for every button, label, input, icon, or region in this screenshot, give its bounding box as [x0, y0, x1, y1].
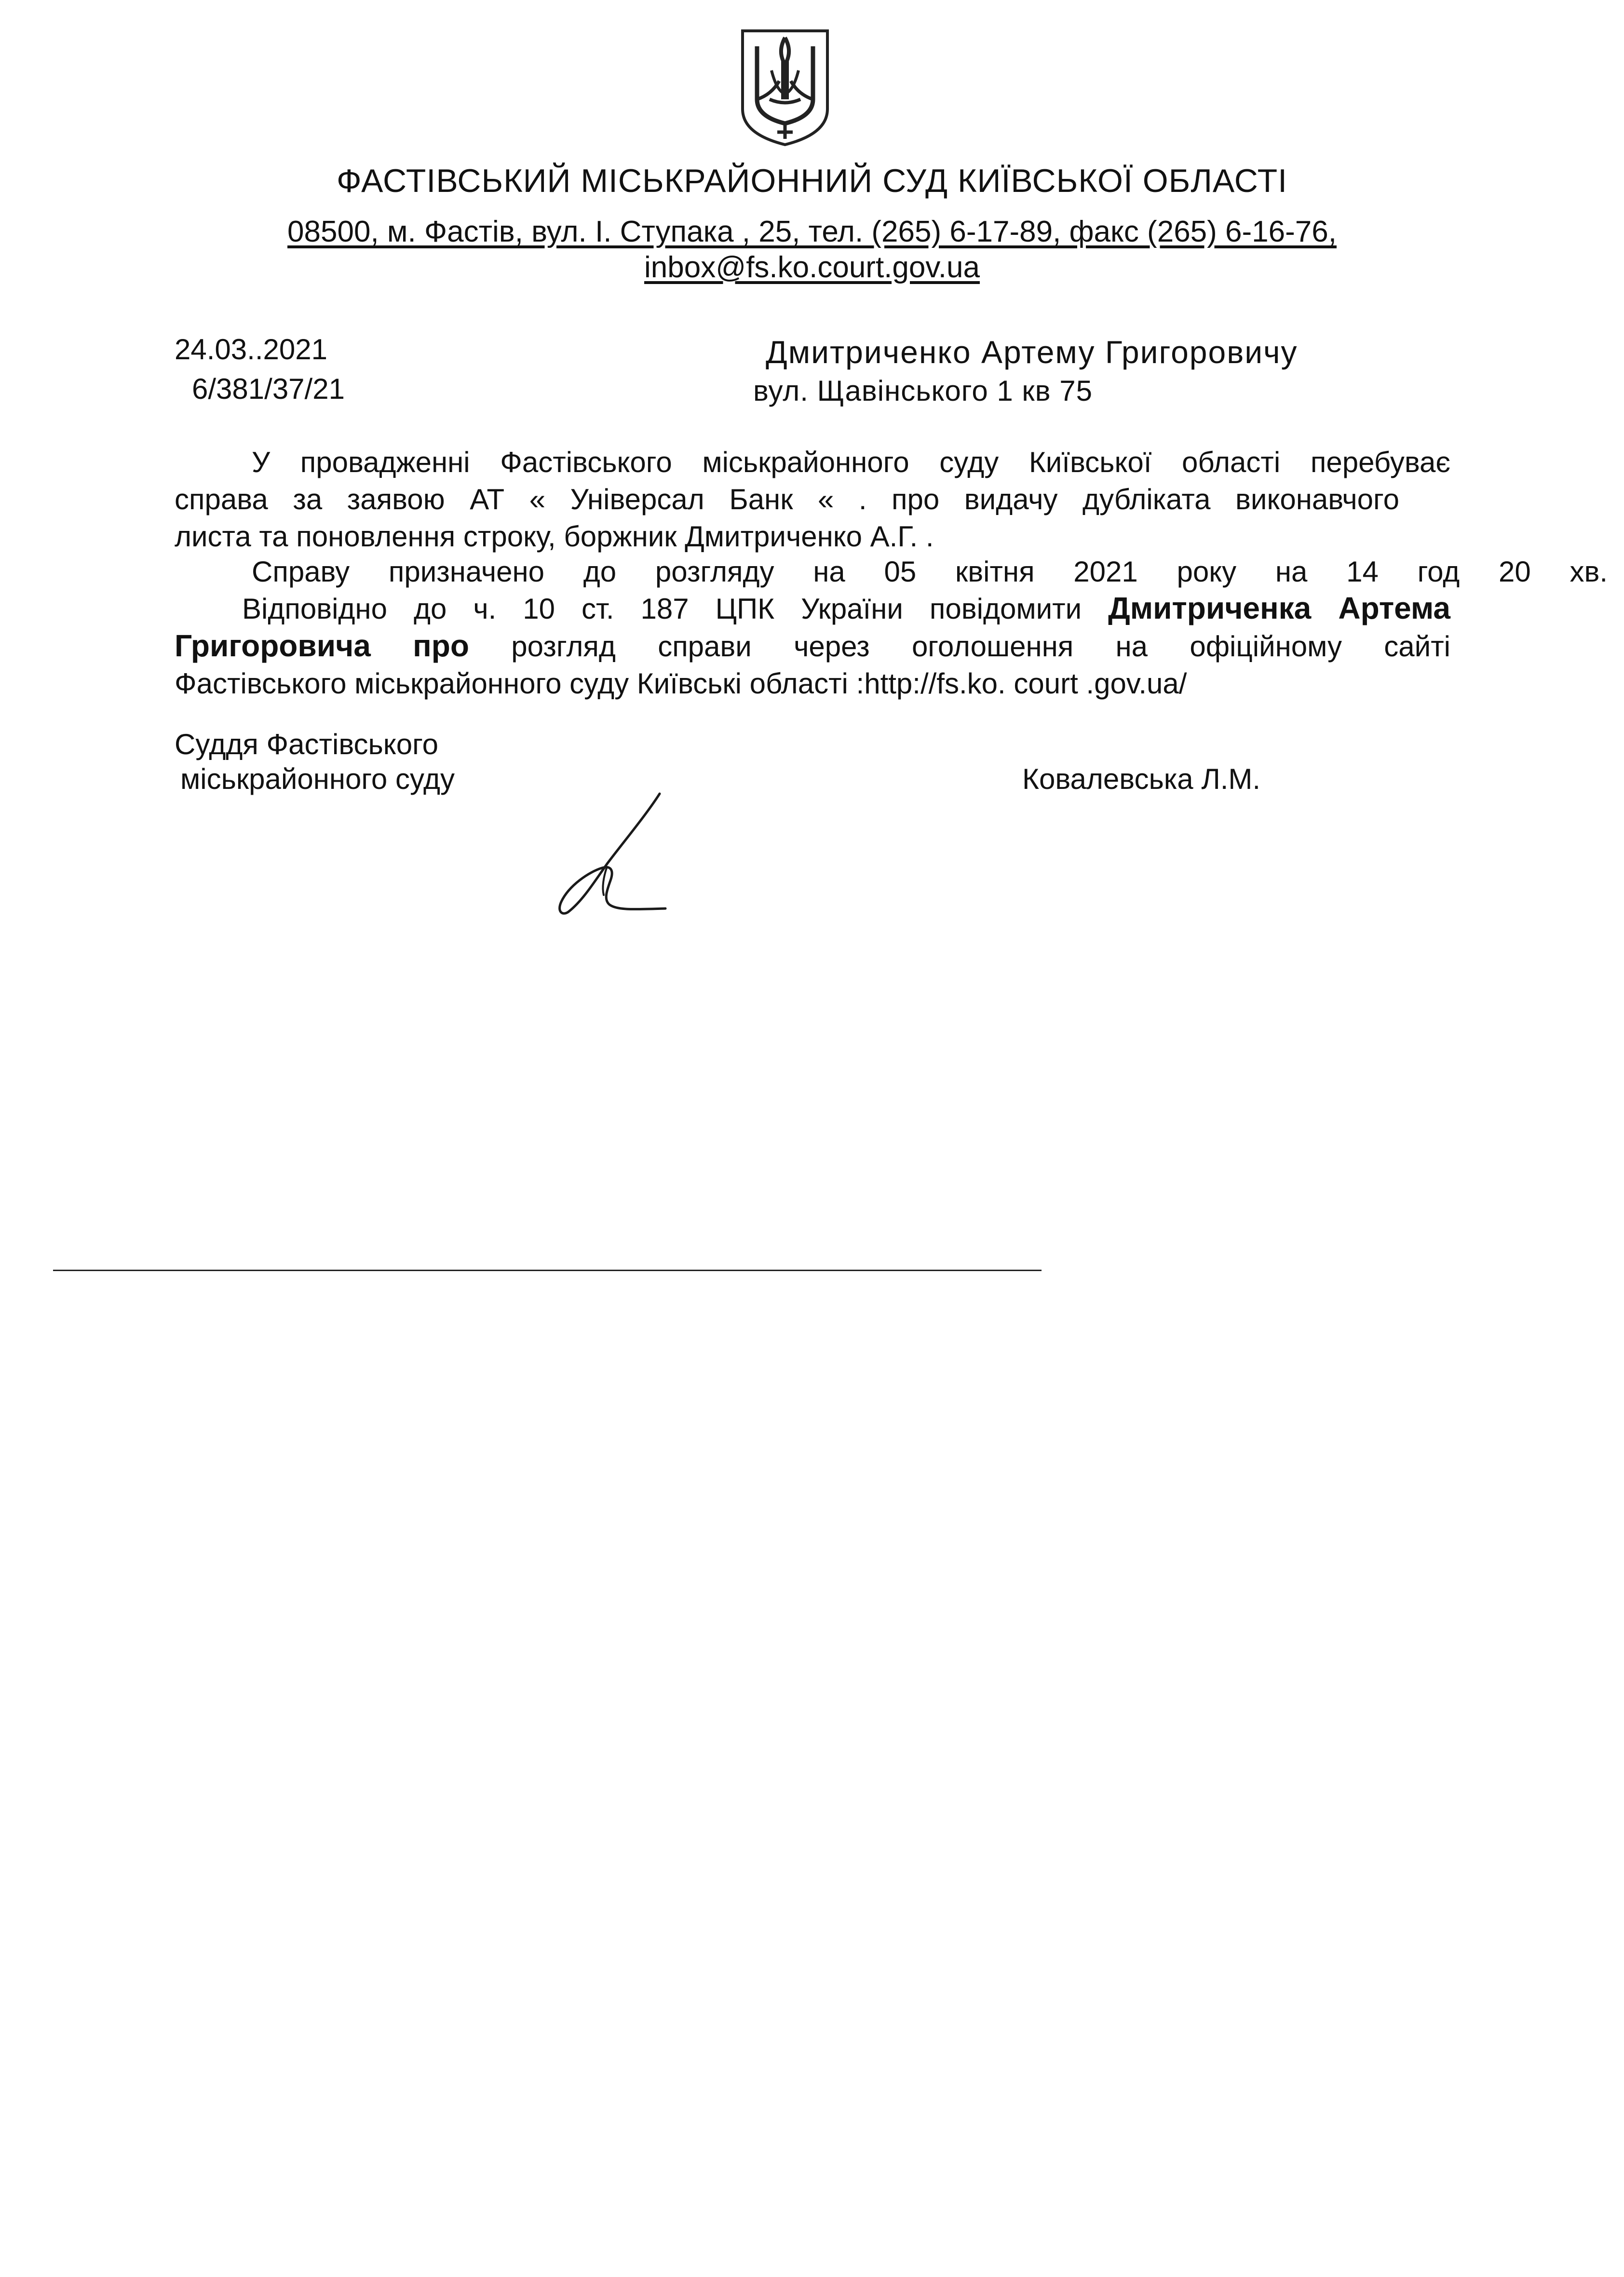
reference-number: 6/381/37/21 [192, 373, 345, 405]
court-address [0, 214, 1624, 285]
paragraph-notification [175, 590, 1450, 702]
recipient-name: Дмитриченко Артему Григоровичу [766, 334, 1298, 370]
handwritten-signature [550, 786, 685, 926]
court-website-line: Фастівського міськрайонного суду Київські області :http://fs.ko. court .gov.ua/ [175, 667, 1187, 700]
horizontal-rule [53, 1270, 1042, 1271]
court-name: ФАСТІВСЬКИЙ МІСЬКРАЙОННИЙ СУД КИЇВСЬКОЇ ОБЛАСТІ [336, 163, 1288, 199]
coat-of-arms-icon [738, 27, 832, 147]
letter-date: 24.03..2021 [175, 333, 327, 366]
debtor-name-bold: Дмитриченка Артема [1108, 591, 1450, 625]
judge-title-line: міськрайонного суду [180, 763, 455, 795]
court-address-line: 08500, м. Фастів, вул. І. Ступака , 25, тел. (265) 6-17-89, факс (265) 6-16-76, [287, 215, 1337, 248]
paragraph-line: Справу призначено до розгляду на 05 квітня 2021 року на 14 год 20 хв. [252, 556, 1608, 588]
about-word-bold: про [413, 628, 469, 663]
recipient-address: вул. Щавінського 1 кв 75 [753, 375, 1093, 407]
judge-name: Ковалевська Л.М. [1022, 763, 1261, 795]
debtor-patronymic-bold: Григоровича [175, 628, 371, 663]
notification-text: розгляд справи через оголошення на офіційному сайті [511, 630, 1451, 663]
court-email-link[interactable]: inbox@fs.ko.court.gov.ua [644, 251, 980, 284]
notification-text: Відповідно до ч. 10 ст. 187 ЦПК України повідомити [242, 593, 1082, 625]
paragraph-hearing-date [175, 553, 1608, 590]
judge-title [175, 727, 455, 797]
paragraph-line: У провадженні Фастівського міськрайонного суду Київської області перебуває [252, 446, 1450, 478]
paragraph-line: справа за заявою АТ « Універсал Банк « . про видачу дубліката виконавчого [175, 483, 1399, 515]
judge-title-line: Суддя Фастівського [175, 728, 439, 760]
paragraph-line: листа та поновлення строку, боржник Дмитриченко А.Г. . [175, 520, 934, 553]
paragraph-case-info [175, 444, 1450, 555]
